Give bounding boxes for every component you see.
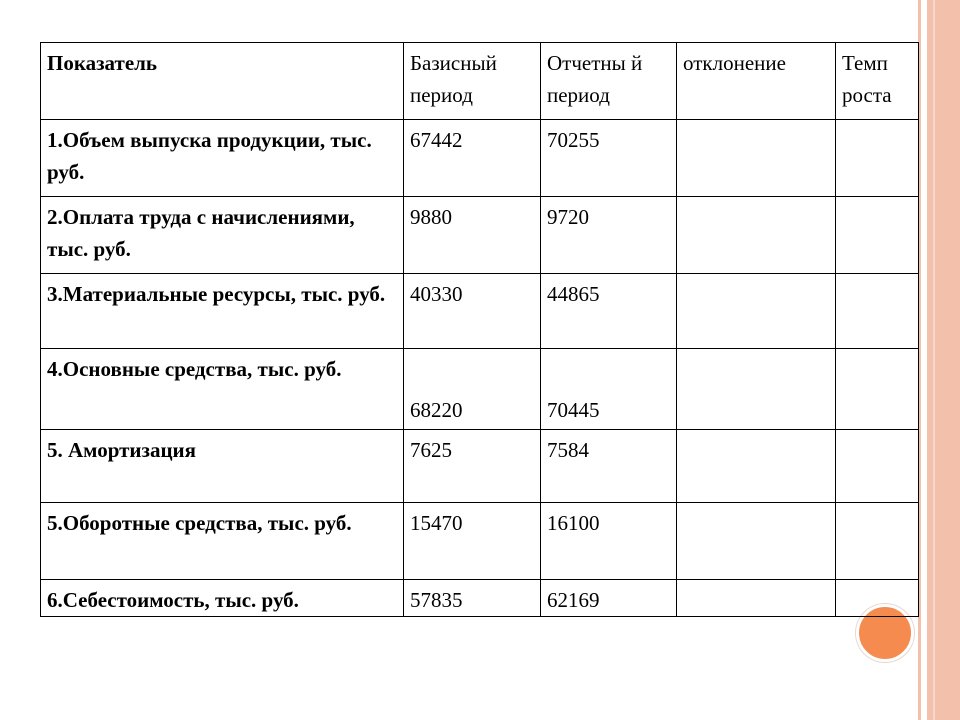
cell-growth xyxy=(836,274,919,349)
cell-deviation xyxy=(677,120,836,197)
cell-report: 9720 xyxy=(541,197,677,274)
indicators-table xyxy=(40,42,919,617)
table-row xyxy=(41,503,919,580)
cell-indicator: 2.Оплата труда с начислениями, тыс. руб. xyxy=(41,197,404,274)
table-row xyxy=(41,580,919,617)
header-growth-rate: Темп роста xyxy=(836,43,919,120)
cell-base: 57835 xyxy=(404,580,541,617)
header-report-period: Отчетны й период xyxy=(541,43,677,120)
cell-growth xyxy=(836,580,919,617)
cell-indicator: 5. Амортизация xyxy=(41,430,404,503)
cell-deviation xyxy=(677,580,836,617)
cell-base: 7625 xyxy=(404,430,541,503)
header-base-period: Базисный период xyxy=(404,43,541,120)
cell-report: 16100 xyxy=(541,503,677,580)
cell-base: 67442 xyxy=(404,120,541,197)
cell-report: 44865 xyxy=(541,274,677,349)
cell-indicator: 3.Материальные ресурсы, тыс. руб. xyxy=(41,274,404,349)
table-row xyxy=(41,197,919,274)
table-row xyxy=(41,349,919,430)
cell-report: 7584 xyxy=(541,430,677,503)
cell-deviation xyxy=(677,430,836,503)
decorative-stripe-line xyxy=(933,0,935,720)
cell-indicator: 1.Объем выпуска продукции, тыс. руб. xyxy=(41,120,404,197)
cell-growth xyxy=(836,503,919,580)
table-row xyxy=(41,274,919,349)
table-row xyxy=(41,120,919,197)
decorative-stripe-wide xyxy=(927,0,960,720)
cell-deviation xyxy=(677,349,836,430)
indicators-table-container xyxy=(40,42,918,613)
cell-base: 40330 xyxy=(404,274,541,349)
cell-indicator: 5.Оборотные средства, тыс. руб. xyxy=(41,503,404,580)
cell-report: 70445 xyxy=(541,349,677,430)
cell-growth xyxy=(836,197,919,274)
cell-deviation xyxy=(677,503,836,580)
cell-base: 9880 xyxy=(404,197,541,274)
table-row xyxy=(41,430,919,503)
cell-base: 68220 xyxy=(404,349,541,430)
cell-indicator: 4.Основные средства, тыс. руб. xyxy=(41,349,404,430)
cell-base: 15470 xyxy=(404,503,541,580)
header-indicator: Показатель xyxy=(41,43,404,120)
table-header-row xyxy=(41,43,919,120)
cell-growth xyxy=(836,430,919,503)
cell-deviation xyxy=(677,274,836,349)
cell-growth xyxy=(836,349,919,430)
cell-deviation xyxy=(677,197,836,274)
cell-report: 62169 xyxy=(541,580,677,617)
cell-growth xyxy=(836,120,919,197)
cell-indicator: 6.Себестоимость, тыс. руб. xyxy=(41,580,404,617)
cell-report: 70255 xyxy=(541,120,677,197)
header-deviation: отклонение xyxy=(677,43,836,120)
